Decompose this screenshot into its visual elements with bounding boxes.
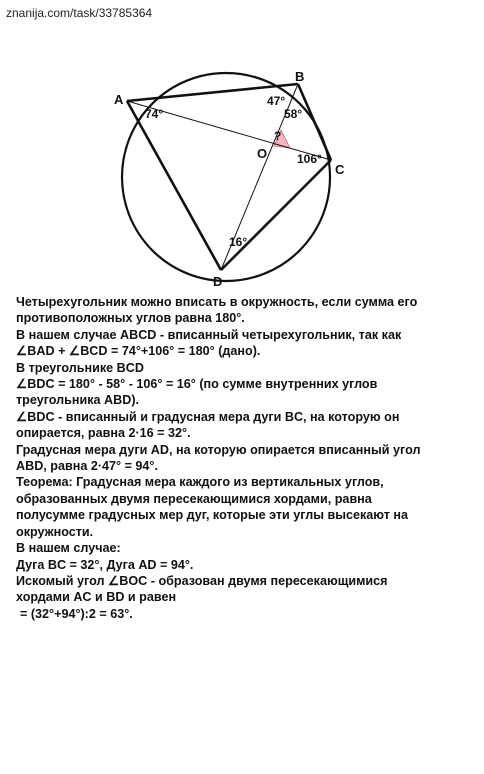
text-line: В нашем случае: xyxy=(16,541,121,556)
paragraph-arc-bc xyxy=(16,409,478,442)
text-line: Градусная мера дуги AD, на которую опирается вписанный угол xyxy=(16,442,421,457)
label-o: O xyxy=(257,146,268,161)
text-line: В нашем случае ABCD - вписанный четырехугольник, так как xyxy=(16,327,402,342)
paragraph-condition xyxy=(16,294,478,327)
angle-abd-label: 47° xyxy=(267,94,286,108)
paragraph-triangle xyxy=(16,360,478,409)
answer-line: = (32°+94°):2 = 63°. xyxy=(20,606,133,621)
paragraph-answer xyxy=(16,573,478,622)
geometry-figure xyxy=(0,0,484,292)
side-cd xyxy=(221,160,331,270)
text-line: противоположных углов равна 180°. xyxy=(16,311,245,326)
text-line: треугольника ABD). xyxy=(16,393,140,408)
angle-unknown-label: ? xyxy=(274,129,282,143)
text-line: Четырехугольник можно вписать в окружность, если сумма его xyxy=(16,295,418,309)
solution-text xyxy=(16,294,478,622)
angle-bdc-label: 16° xyxy=(229,235,248,249)
angle-bcd-label: 106° xyxy=(297,152,322,166)
text-line: полусумме градусных мер дуг, которые эти углы высекают на xyxy=(16,508,409,523)
text-line: хордами AC и BD и равен xyxy=(16,590,177,605)
text-line: опирается, равна 2·16 = 32°. xyxy=(16,426,191,441)
text-line: Дуга BC = 32°, Дуга AD = 94°. xyxy=(16,557,194,572)
side-da xyxy=(127,101,221,270)
label-d: D xyxy=(213,274,223,289)
text-line: ∠BAD + ∠BCD = 74°+106° = 180° (дано). xyxy=(16,344,261,359)
label-c: C xyxy=(335,162,345,177)
angle-dbc-label: 58° xyxy=(284,107,303,121)
paragraph-inscribed xyxy=(16,327,478,360)
text-line: В треугольнике BCD xyxy=(16,360,144,375)
text-line: Искомый угол ∠BOC - образован двумя пересекающимися xyxy=(16,573,388,588)
text-line: ∠BDC = 180° - 58° - 106° = 16° (по сумме внутренних углов xyxy=(16,377,378,392)
text-line: ABD, равна 2·47° = 94°. xyxy=(16,459,158,474)
text-line: Теорема: Градусная мера каждого из вертикальных углов, xyxy=(16,475,384,490)
paragraph-arc-ad xyxy=(16,442,478,475)
circumcircle xyxy=(122,73,330,281)
text-line: образованных двумя пересекающимися хордами, равна xyxy=(16,491,372,506)
label-a: A xyxy=(114,92,124,107)
side-bc xyxy=(298,84,331,160)
paragraph-our-case xyxy=(16,540,478,573)
label-b: B xyxy=(295,69,305,84)
paragraph-theorem xyxy=(16,474,478,540)
source-url: znanija.com/task/33785364 xyxy=(6,6,153,20)
angle-bad-label: 74° xyxy=(145,107,164,121)
text-line: окружности. xyxy=(16,524,94,539)
text-line: ∠BDC - вписанный и градусная мера дуги BC, на которую он xyxy=(16,409,400,424)
